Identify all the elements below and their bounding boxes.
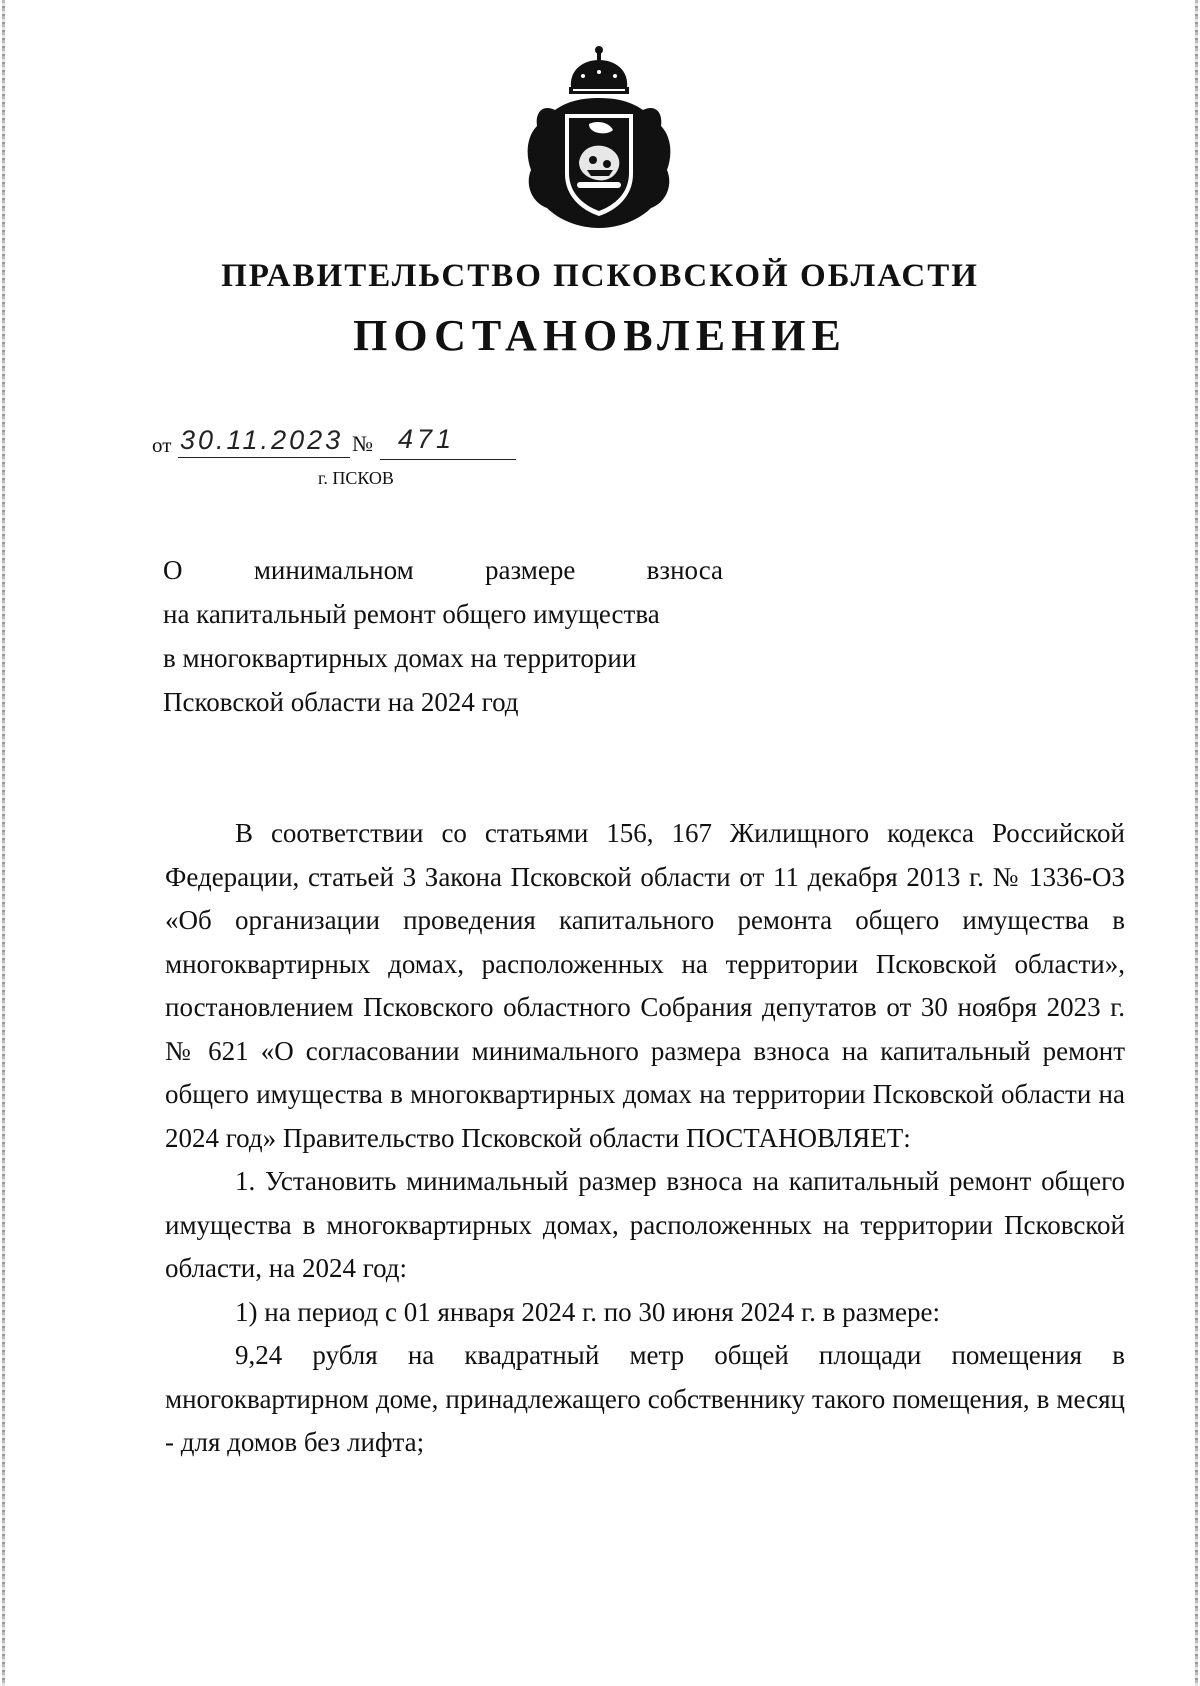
city: г. ПСКОВ <box>318 468 394 488</box>
subject-line-2: на капитальный ремонт общего имущества <box>163 599 660 629</box>
document-number: 471 <box>398 424 456 454</box>
date-prefix: от <box>152 433 172 457</box>
number-underline <box>380 459 516 460</box>
item-1-paragraph: 1. Установить минимальный размер взноса на капитальный ремонт общего имущества в многоквартирных домах, расположенных на территории Псковской области, на 2024 год: <box>165 1166 1125 1283</box>
scan-edge-right <box>1195 0 1198 1686</box>
preamble-paragraph: В соответствии со статьями 156, 167 Жилищного кодекса Российской Федерации, статьей 3 Закона Псковской области от 11 декабря 2013 г. № 1336-ОЗ «Об организации проведения капитального ремонта общего имущества в многоквартирных домах, расположенных на территории Псковской области», постановлением Псковского областного Собрания депутатов от 30 ноября 2023 г. № 621 «О согласовании минимального размера взноса на капитальный ремонт общего имущества в многоквартирных домах на территории Псковской области на 2024 год» Правительство Псковской области ПОСТАНОВЛЯЕТ: <box>165 818 1125 1153</box>
organization-title: ПРАВИТЕЛЬСТВО ПСКОВСКОЙ ОБЛАСТИ <box>221 258 979 294</box>
item-1-1-paragraph: 1) на период с 01 января 2024 г. по 30 июня 2024 г. в размере: <box>235 1296 940 1327</box>
item-1-1-rate-paragraph: 9,24 рубля на квадратный метр общей площади помещения в многоквартирном доме, принадлежащего собственнику такого помещения, в месяц - для домов без лифта; <box>165 1340 1125 1457</box>
subject-line-4: Псковской области на 2024 год <box>163 687 519 717</box>
document-subject <box>163 548 723 724</box>
document-date: 30.11.2023 <box>180 425 344 455</box>
number-sign: № <box>352 431 373 456</box>
date-underline <box>178 457 350 458</box>
document-type-title: ПОСТАНОВЛЕНИЕ <box>353 311 847 360</box>
subject-line-1: О минимальном размере взноса <box>163 555 723 585</box>
document-body <box>165 812 1125 1465</box>
scan-edge-left <box>2 0 5 1686</box>
subject-line-3: в многоквартирных домах на территории <box>163 643 637 673</box>
coat-of-arms-icon <box>517 44 681 230</box>
